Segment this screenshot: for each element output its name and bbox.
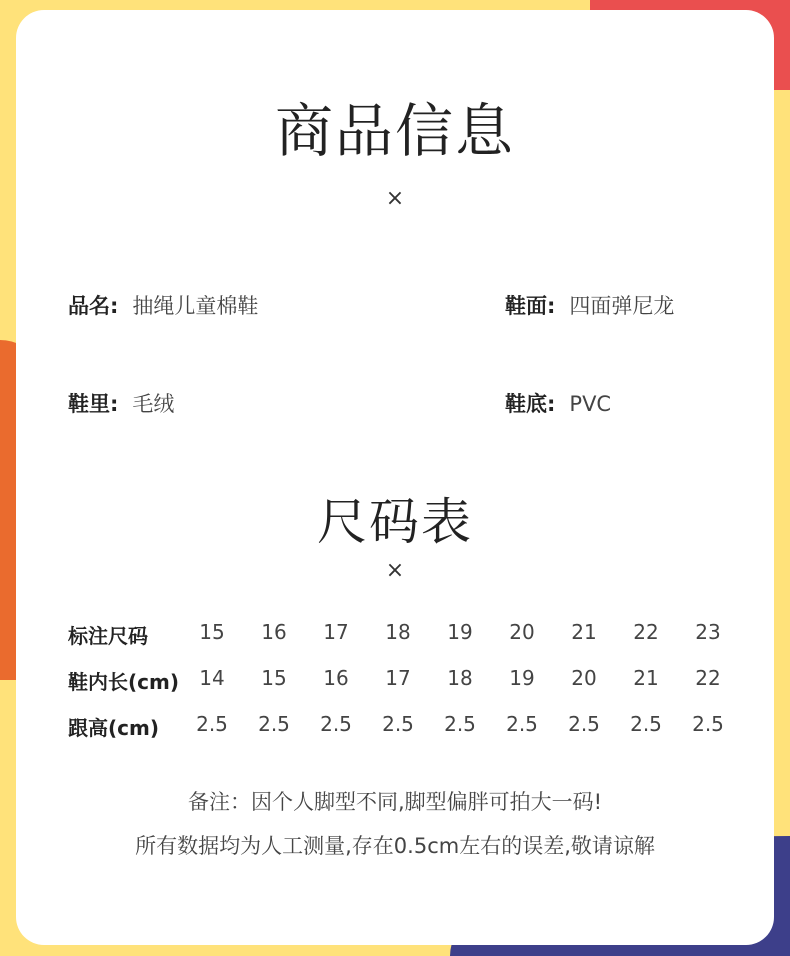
product-info-title: 商品信息 xyxy=(274,97,515,165)
note-line-1: 备注：因个人脚型不同,脚型偏胖可拍大一码! xyxy=(187,790,603,814)
info-item-name xyxy=(68,290,258,320)
table-cell: 2.5 xyxy=(444,712,476,736)
info-item-upper xyxy=(505,290,674,320)
table-cell: 16 xyxy=(261,620,287,644)
table-cell: 2.5 xyxy=(320,712,352,736)
table-cell: 2.5 xyxy=(258,712,290,736)
table-cell: 22 xyxy=(633,620,659,644)
row-label: 跟高(cm) xyxy=(68,716,159,740)
table-cell: 2.5 xyxy=(382,712,414,736)
table-cell: 14 xyxy=(199,666,225,690)
table-cell: 21 xyxy=(633,666,659,690)
table-cell: 23 xyxy=(695,620,721,644)
info-value: 抽绳儿童棉鞋 xyxy=(132,294,259,318)
table-cell: 15 xyxy=(199,620,225,644)
note-line-2: 所有数据均为人工测量,存在0.5cm左右的误差,敬请谅解 xyxy=(135,834,655,858)
table-cell: 18 xyxy=(385,620,411,644)
info-label: 鞋面: xyxy=(505,294,556,318)
close-icon: × xyxy=(385,558,405,583)
info-item-lining xyxy=(68,388,174,418)
table-cell: 17 xyxy=(323,620,349,644)
table-cell: 19 xyxy=(447,620,473,644)
info-label: 品名: xyxy=(68,294,119,318)
table-cell: 20 xyxy=(571,666,597,690)
info-value: PVC xyxy=(569,392,612,416)
close-icon: × xyxy=(385,186,405,211)
table-cell: 2.5 xyxy=(568,712,600,736)
table-cell: 2.5 xyxy=(630,712,662,736)
row-label: 鞋内长(cm) xyxy=(68,670,179,694)
table-cell: 15 xyxy=(261,666,287,690)
info-label: 鞋底: xyxy=(505,392,556,416)
table-cell: 2.5 xyxy=(196,712,228,736)
info-item-sole xyxy=(505,388,611,418)
table-cell: 22 xyxy=(695,666,721,690)
row-label: 标注尺码 xyxy=(68,624,148,648)
table-cell: 2.5 xyxy=(506,712,538,736)
table-cell: 21 xyxy=(571,620,597,644)
table-cell: 16 xyxy=(323,666,349,690)
table-cell: 17 xyxy=(385,666,411,690)
info-label: 鞋里: xyxy=(68,392,119,416)
table-cell: 2.5 xyxy=(692,712,724,736)
info-value: 四面弹尼龙 xyxy=(569,294,675,318)
info-value: 毛绒 xyxy=(132,392,175,416)
table-cell: 20 xyxy=(509,620,535,644)
table-cell: 19 xyxy=(509,666,535,690)
size-chart-title: 尺码表 xyxy=(317,493,473,551)
table-cell: 18 xyxy=(447,666,473,690)
